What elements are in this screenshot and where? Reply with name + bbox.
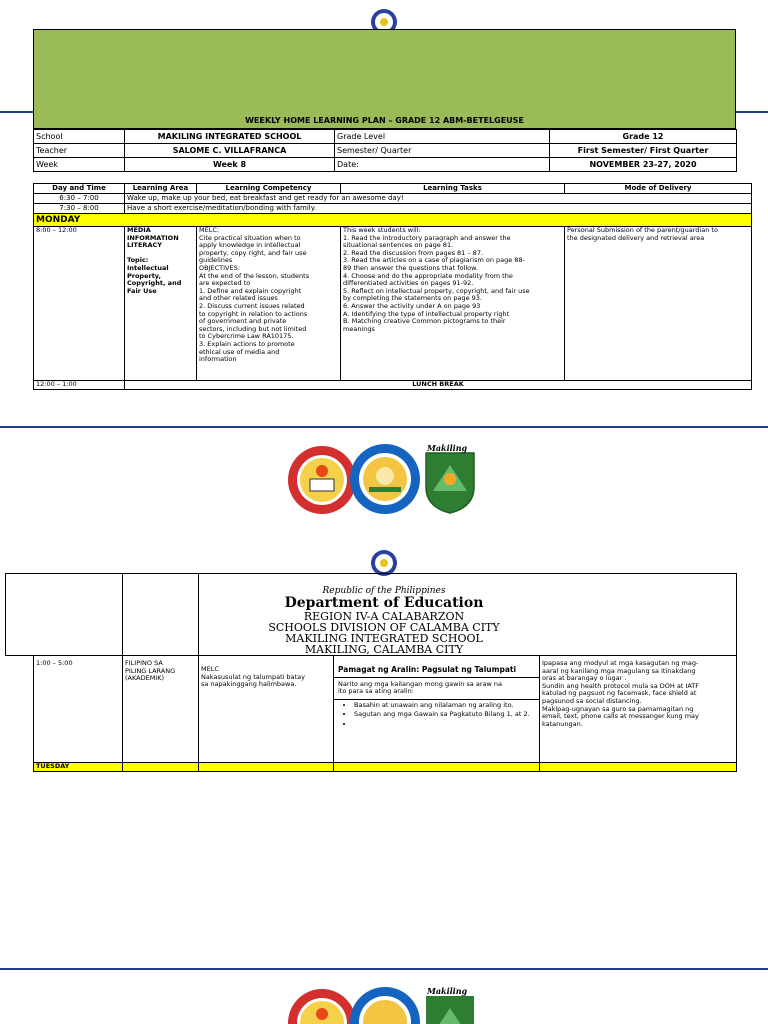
lunch-row bbox=[34, 381, 752, 390]
deped-calabarzon-logo-icon bbox=[287, 445, 357, 515]
plan-table-page2 bbox=[33, 655, 737, 772]
division-seal-icon bbox=[349, 443, 421, 515]
page-rule bbox=[0, 968, 768, 970]
text-line: katulad ng pagsuot ng facemask, face shield at bbox=[542, 689, 697, 698]
deped-calabarzon-logo-icon bbox=[287, 988, 357, 1024]
text-line: A. Identifying the type of intellectual property right bbox=[343, 309, 510, 318]
text-line: aaral ng kanilang mga magulang sa itinakdang bbox=[542, 666, 696, 675]
lesson-intro bbox=[334, 678, 539, 700]
session-time: 8:00 – 12:00 bbox=[34, 227, 125, 381]
text-line: of government and private bbox=[199, 317, 287, 326]
text-line: guidelines bbox=[199, 256, 233, 265]
info-table bbox=[33, 129, 737, 172]
letterhead-region: REGION IV-A CALABARZON bbox=[303, 610, 465, 623]
letterhead-republic: Republic of the Philippines bbox=[322, 586, 446, 596]
plan-title: WEEKLY HOME LEARNING PLAN – GRADE 12 ABM-BETELGEUSE bbox=[245, 116, 524, 125]
text-line: by completing the statements on page 93. bbox=[343, 294, 482, 303]
text-line: MELC: bbox=[199, 226, 220, 234]
plan-header-row bbox=[34, 184, 752, 194]
text-line: Copyright, and bbox=[127, 279, 182, 288]
text-line: Narito ang mga kailangan mong gawin sa araw na bbox=[338, 679, 502, 688]
info-label: Grade Level bbox=[335, 130, 550, 144]
text-line: 89 then answer the questions that follow. bbox=[343, 263, 478, 272]
learning-area-cell bbox=[125, 227, 197, 381]
info-value: NOVEMBER 23-27, 2020 bbox=[550, 158, 737, 172]
info-label: School bbox=[34, 130, 125, 144]
text-line: pagsunod sa social distancing. bbox=[542, 696, 642, 705]
text-line: Property, bbox=[127, 271, 162, 280]
text-line: Sundin ang health protocol mula sa DOH at IATF bbox=[542, 681, 699, 690]
routine-text: Wake up, make up your bed, eat breakfast and get ready for an awesome day! bbox=[125, 194, 752, 204]
makiling-logo-label: Makiling bbox=[427, 443, 468, 453]
routine-text: Have a short exercise/meditation/bonding with family. bbox=[125, 204, 752, 214]
text-line: to copyright in relation to actions bbox=[199, 309, 308, 318]
info-value: Week 8 bbox=[125, 158, 335, 172]
text-line: Fair Use bbox=[127, 286, 157, 295]
text-line: Ipapasa ang modyul at mga kasagutan ng mag- bbox=[542, 659, 699, 667]
text-line: meanings bbox=[343, 324, 375, 333]
mode-of-delivery-cell bbox=[565, 227, 752, 381]
text-line: At the end of the lesson, students bbox=[199, 271, 310, 280]
info-value: MAKILING INTEGRATED SCHOOL bbox=[125, 130, 335, 144]
lesson-step: • Basahin at unawain ang nilalaman ng araling ito. bbox=[354, 702, 539, 710]
text-line: email, text, phone calls at messanger kung may bbox=[542, 712, 699, 721]
lesson-step bbox=[354, 721, 539, 729]
day-row-tuesday bbox=[34, 763, 737, 772]
day-label: MONDAY bbox=[34, 214, 752, 227]
text-line: FILIPINO SA bbox=[125, 659, 163, 667]
routine-time: 7:30 – 8:00 bbox=[34, 204, 125, 214]
text-line: information bbox=[199, 355, 237, 364]
text-line: 3. Explain actions to promote bbox=[199, 339, 295, 348]
logos-footer bbox=[287, 441, 479, 519]
text-line: LITERACY bbox=[127, 241, 162, 250]
column-header: Mode of Delivery bbox=[565, 184, 752, 194]
info-value: Grade 12 bbox=[550, 130, 737, 144]
info-label: Teacher bbox=[34, 144, 125, 158]
text-line: OBJECTIVES: bbox=[199, 263, 240, 272]
letterhead-school: MAKILING INTEGRATED SCHOOL bbox=[285, 632, 483, 645]
text-line: sa napakinggang halimbawa. bbox=[201, 680, 297, 689]
text-line: 6. Answer the activity under A on page 93 bbox=[343, 301, 481, 310]
column-header: Learning Tasks bbox=[341, 184, 565, 194]
text-line: to Cybercrime Law RA10175. bbox=[199, 332, 294, 341]
text-line: Topic: bbox=[127, 256, 149, 265]
info-label: Date: bbox=[335, 158, 550, 172]
logos-footer bbox=[287, 984, 479, 1024]
plan-table bbox=[33, 183, 752, 390]
learning-tasks-cell bbox=[341, 227, 565, 381]
lesson-step: • Sagutan ang mga Gawain sa Pagkatuto Bilang 1, at 2. bbox=[354, 711, 539, 719]
text-line: oras at barangay o lugar . bbox=[542, 674, 627, 683]
text-line: Personal Submission of the parent/guardian to bbox=[567, 226, 718, 234]
learning-competency-cell bbox=[197, 227, 341, 381]
column-header: Learning Area bbox=[125, 184, 197, 194]
day-row-monday bbox=[34, 214, 752, 227]
mode-of-delivery-cell bbox=[540, 656, 737, 763]
learning-competency-cell bbox=[199, 656, 334, 763]
text-line: katanungan. bbox=[542, 719, 583, 728]
text-line: ito para sa ating aralin: bbox=[338, 687, 414, 696]
letterhead-deped: Department of Education bbox=[284, 595, 484, 611]
column-header: Day and Time bbox=[34, 184, 125, 194]
text-line: Makipag-ugnayan sa guro sa pamamagitan ng bbox=[542, 704, 694, 713]
text-line: 2. Read the discussion from pages 81 – 87. bbox=[343, 248, 484, 257]
text-line: 4. Choose and do the appropriate modality from the bbox=[343, 271, 513, 280]
text-line: B. Matching creative Common pictograms to their bbox=[343, 317, 506, 326]
letterhead-division: SCHOOLS DIVISION OF CALAMBA CITY bbox=[268, 621, 500, 634]
plan-title-band bbox=[33, 29, 736, 129]
info-value: First Semester/ First Quarter bbox=[550, 144, 737, 158]
info-row-teacher bbox=[34, 144, 737, 158]
routine-row bbox=[34, 194, 752, 204]
letterhead bbox=[198, 586, 570, 655]
text-line: Intellectual bbox=[127, 263, 169, 272]
text-line: 1. Define and explain copyright bbox=[199, 286, 302, 295]
info-row-school bbox=[34, 130, 737, 144]
text-line: situational sentences on page 81. bbox=[343, 241, 454, 250]
text-line: 5. Reflect on intellectual property, copyright, and fair use bbox=[343, 286, 530, 295]
text-line: (AKADEMIK) bbox=[125, 674, 165, 683]
makiling-logo-label: Makiling bbox=[427, 986, 468, 996]
session-row bbox=[34, 227, 752, 381]
text-line: Nakasusulat ng talumpati batay bbox=[201, 672, 306, 681]
text-line: Cite practical situation when to bbox=[199, 233, 301, 242]
letterhead-address: MAKILING, CALAMBA CITY bbox=[304, 643, 464, 656]
info-row-week bbox=[34, 158, 737, 172]
session-row bbox=[34, 656, 737, 763]
lesson-steps bbox=[334, 702, 539, 729]
info-label: Semester/ Quarter bbox=[335, 144, 550, 158]
text-line: MEDIA bbox=[127, 226, 151, 234]
learning-area-cell bbox=[123, 656, 199, 763]
text-line: MELC bbox=[201, 665, 219, 673]
text-line: 3. Read the articles on a case of plagiarism on page 88- bbox=[343, 256, 525, 265]
text-line: the designated delivery and retrieval area bbox=[567, 233, 705, 242]
column-header: Learning Competency bbox=[197, 184, 341, 194]
text-line: sectors, including but not limited bbox=[199, 324, 307, 333]
session-time: 1:00 – 5:00 bbox=[34, 656, 123, 763]
page-rule bbox=[0, 426, 768, 428]
text-line: property, copy right, and fair use bbox=[199, 248, 307, 257]
text-line: and other related issues bbox=[199, 294, 278, 303]
routine-row bbox=[34, 204, 752, 214]
lesson-title: Pamagat ng Aralin: Pagsulat ng Talumpati bbox=[334, 656, 539, 678]
learning-tasks-cell bbox=[334, 656, 540, 763]
info-label: Week bbox=[34, 158, 125, 172]
text-line: 2. Discuss current issues related bbox=[199, 301, 305, 310]
info-value: SALOME C. VILLAFRANCA bbox=[125, 144, 335, 158]
text-line: ethical use of media and bbox=[199, 347, 280, 356]
lunch-label: LUNCH BREAK bbox=[125, 381, 752, 390]
division-seal-icon bbox=[349, 986, 421, 1024]
text-line: apply knowledge in intellectual bbox=[199, 241, 301, 250]
routine-time: 6:30 – 7:00 bbox=[34, 194, 125, 204]
lunch-time: 12:00 – 1:00 bbox=[34, 381, 125, 390]
text-line: 1. Read the introductory paragraph and answer the bbox=[343, 233, 511, 242]
text-line: INFORMATION bbox=[127, 233, 179, 242]
day-label: TUESDAY bbox=[34, 763, 123, 772]
text-line: are expected to bbox=[199, 279, 251, 288]
text-line: differentiated activities on pages 91-92. bbox=[343, 279, 474, 288]
text-line: PILING LARANG bbox=[125, 666, 176, 675]
text-line: This week students will: bbox=[343, 226, 421, 234]
